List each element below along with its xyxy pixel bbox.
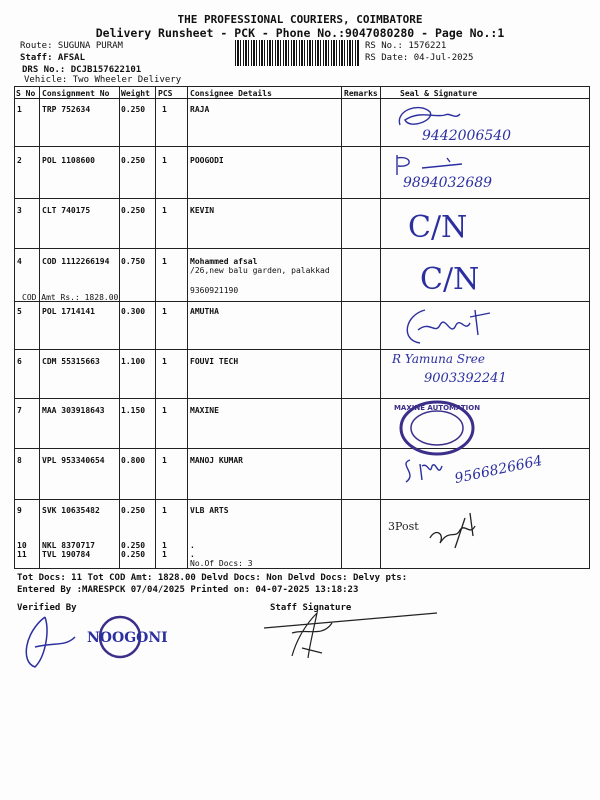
row-consignee: MAXINE	[190, 406, 219, 415]
row-weight: 0.300	[121, 307, 146, 316]
row-sno: 11	[17, 550, 27, 559]
col-header-seal: Seal & Signature	[400, 89, 478, 98]
row-weight: 0.250	[121, 550, 146, 559]
row-address: /26,new balu garden, palakkad	[190, 266, 330, 275]
row-consignment: POL 1714141	[42, 307, 95, 316]
row-consignee: .	[190, 541, 195, 550]
handwritten-cn-r3: C/N	[408, 210, 468, 245]
row-weight: 0.750	[121, 257, 146, 266]
row-consignee: KEVIN	[190, 206, 215, 215]
row-pcs: 1	[162, 550, 167, 559]
signature-row8	[398, 452, 458, 487]
table-header-line	[14, 98, 590, 99]
row-consignee: AMUTHA	[190, 307, 219, 316]
col-header-consignment: Consignment No	[42, 89, 110, 98]
row-pcs: 1	[162, 307, 167, 316]
row-consignment: VPL 953340654	[42, 456, 105, 465]
row-separator	[14, 248, 590, 249]
staff-label: Staff: AFSAL	[20, 53, 86, 63]
no-of-docs: No.Of Docs: 3	[190, 559, 253, 568]
col-line	[380, 86, 381, 568]
row-separator	[14, 398, 590, 399]
row-sno: 3	[17, 206, 22, 215]
row-separator	[14, 146, 590, 147]
row-consignment: SVK 10635482	[42, 506, 100, 515]
row-sno: 6	[17, 357, 22, 366]
barcode	[235, 40, 360, 66]
row-consignment: COD 1112266194	[42, 257, 110, 266]
handwritten-phone-r1: 9442006540	[422, 128, 512, 144]
handwritten-name-r6: R Yamuna Sree	[392, 352, 485, 366]
row-consignment: CLT 740175	[42, 206, 91, 215]
handwritten-phone-r8: 9566826664	[453, 452, 544, 488]
row-weight: 0.800	[121, 456, 146, 465]
row-consignment: CDM 55315663	[42, 357, 100, 366]
row-sno: 2	[17, 156, 22, 165]
col-line	[341, 86, 342, 568]
table-top-line	[14, 86, 590, 87]
row-consignment: POL 1108600	[42, 156, 95, 165]
cod-amount: COD Amt Rs.: 1828.00	[22, 293, 119, 302]
row-consignee: FOUVI TECH	[190, 357, 239, 366]
drs-number: DRS No.: DCJB157622101	[22, 65, 142, 75]
row-weight: 0.250	[121, 206, 146, 215]
handwritten-phone-r2: 9894032689	[403, 175, 493, 191]
row-consignee: MANOJ KUMAR	[190, 456, 243, 465]
col-line	[589, 86, 590, 568]
col-header-sno: S No	[16, 89, 36, 98]
runsheet-subtitle: Delivery Runsheet - PCK - Phone No.:9047080280 - Page No.:1	[95, 26, 505, 40]
row-consignee: Mohammed afsal	[190, 257, 258, 266]
company-title: THE PROFESSIONAL COURIERS, COIMBATORE	[177, 13, 423, 26]
row-consignment: TRP 752634	[42, 105, 91, 114]
handwritten-cn-r4: C/N	[420, 262, 480, 297]
col-header-remarks: Remarks	[344, 89, 378, 98]
col-line	[119, 86, 120, 568]
row-pcs: 1	[162, 541, 167, 550]
staff-signature	[262, 608, 442, 663]
verified-by-label: Verified By	[17, 603, 77, 613]
row-sno: 9	[17, 506, 22, 515]
row-sno: 7	[17, 406, 22, 415]
rs-number: RS No.: 1576221	[365, 41, 447, 51]
row-sno: 4	[17, 257, 22, 266]
table-bottom-line	[14, 568, 590, 569]
row-consignee: RAJA	[190, 105, 210, 114]
maxine-stamp	[393, 398, 481, 458]
row-consignment: NKL 8370717	[42, 541, 95, 550]
row-pcs: 1	[162, 506, 167, 515]
entered-by-line: Entered By :MARESPCK 07/04/2025 Printed on: 04-07-2025 13:18:23	[17, 585, 359, 595]
verified-signature	[15, 612, 168, 672]
row-pcs: 1	[162, 156, 167, 165]
row-consignment: TVL 190784	[42, 550, 91, 559]
col-header-pcs: PCS	[158, 89, 173, 98]
row-weight: 0.250	[121, 541, 146, 550]
row-weight: 1.100	[121, 357, 146, 366]
row-weight: 0.250	[121, 156, 146, 165]
row-pcs: 1	[162, 105, 167, 114]
col-line	[155, 86, 156, 568]
col-line	[187, 86, 188, 568]
row-pcs: 1	[162, 357, 167, 366]
row-phone: 9360921190	[190, 286, 239, 295]
row-sno: 10	[17, 541, 27, 550]
row-consignee: POOGODI	[190, 156, 224, 165]
vehicle-label: Vehicle: Two Wheeler Delivery	[24, 75, 182, 85]
row-consignee: .	[190, 550, 195, 559]
verified-stamp-text: NOOGONI	[87, 630, 168, 646]
row-weight: 1.150	[121, 406, 146, 415]
signature-row5	[400, 305, 500, 345]
col-line	[39, 86, 40, 568]
col-header-weight: Weight	[121, 89, 150, 98]
row-separator	[14, 448, 590, 449]
row-pcs: 1	[162, 257, 167, 266]
row-separator	[14, 499, 590, 500]
row-weight: 0.250	[121, 105, 146, 114]
rs-date: RS Date: 04-Jul-2025	[365, 53, 474, 63]
col-line	[14, 86, 15, 568]
row-pcs: 1	[162, 206, 167, 215]
row-sno: 8	[17, 456, 22, 465]
row-separator	[14, 198, 590, 199]
row-separator	[14, 349, 590, 350]
row-weight: 0.250	[121, 506, 146, 515]
handwritten-3post: 3Post	[388, 520, 419, 533]
row-consignment: MAA 303918643	[42, 406, 105, 415]
route-label: Route: SUGUNA PURAM	[20, 41, 123, 51]
maxine-stamp-text: MAXINE AUTOMATION	[393, 404, 481, 412]
col-header-consignee: Consignee Details	[190, 89, 272, 98]
row-pcs: 1	[162, 456, 167, 465]
row-pcs: 1	[162, 406, 167, 415]
row-sno: 1	[17, 105, 22, 114]
staff-signature-label: Staff Signature	[270, 603, 352, 613]
row-consignee: VLB ARTS	[190, 506, 229, 515]
row-sno: 5	[17, 307, 22, 316]
signature-row9	[425, 508, 490, 553]
handwritten-phone-r6: 9003392241	[424, 371, 507, 386]
totals-line: Tot Docs: 11 Tot COD Amt: 1828.00 Delvd Docs: Non Delvd Docs: Delvy pts:	[17, 573, 408, 583]
